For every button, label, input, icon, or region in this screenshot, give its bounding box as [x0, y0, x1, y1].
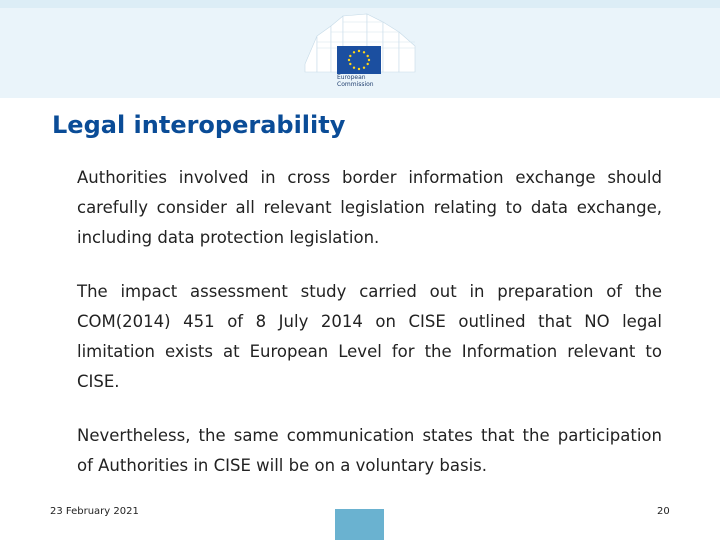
slide-title: Legal interoperability	[52, 111, 346, 139]
footer-date: 23 February 2021	[50, 506, 139, 517]
logo-line-1: European	[337, 74, 366, 81]
slide-body	[77, 163, 662, 505]
page-number: 20	[657, 506, 670, 517]
paragraph-legislation: Authorities involved in cross border information exchange should carefully consider all relevant legislation relating to data exchange, including data protection legislation.	[77, 168, 662, 247]
paragraph-impact-assessment: The impact assessment study carried out in preparation of the COM(2014) 451 of 8 July 2014 on CISE outlined that NO legal limitation exists at European Level for the Information relevant to CISE.	[77, 282, 662, 391]
european-commission-wordmark	[337, 74, 374, 88]
footer-accent-block	[335, 509, 384, 540]
paragraph-voluntary-participation: Nevertheless, the same communication states that the participation of Authorities in CISE will be on a voluntary basis.	[77, 426, 662, 475]
logo-line-2: Commission	[337, 81, 374, 88]
